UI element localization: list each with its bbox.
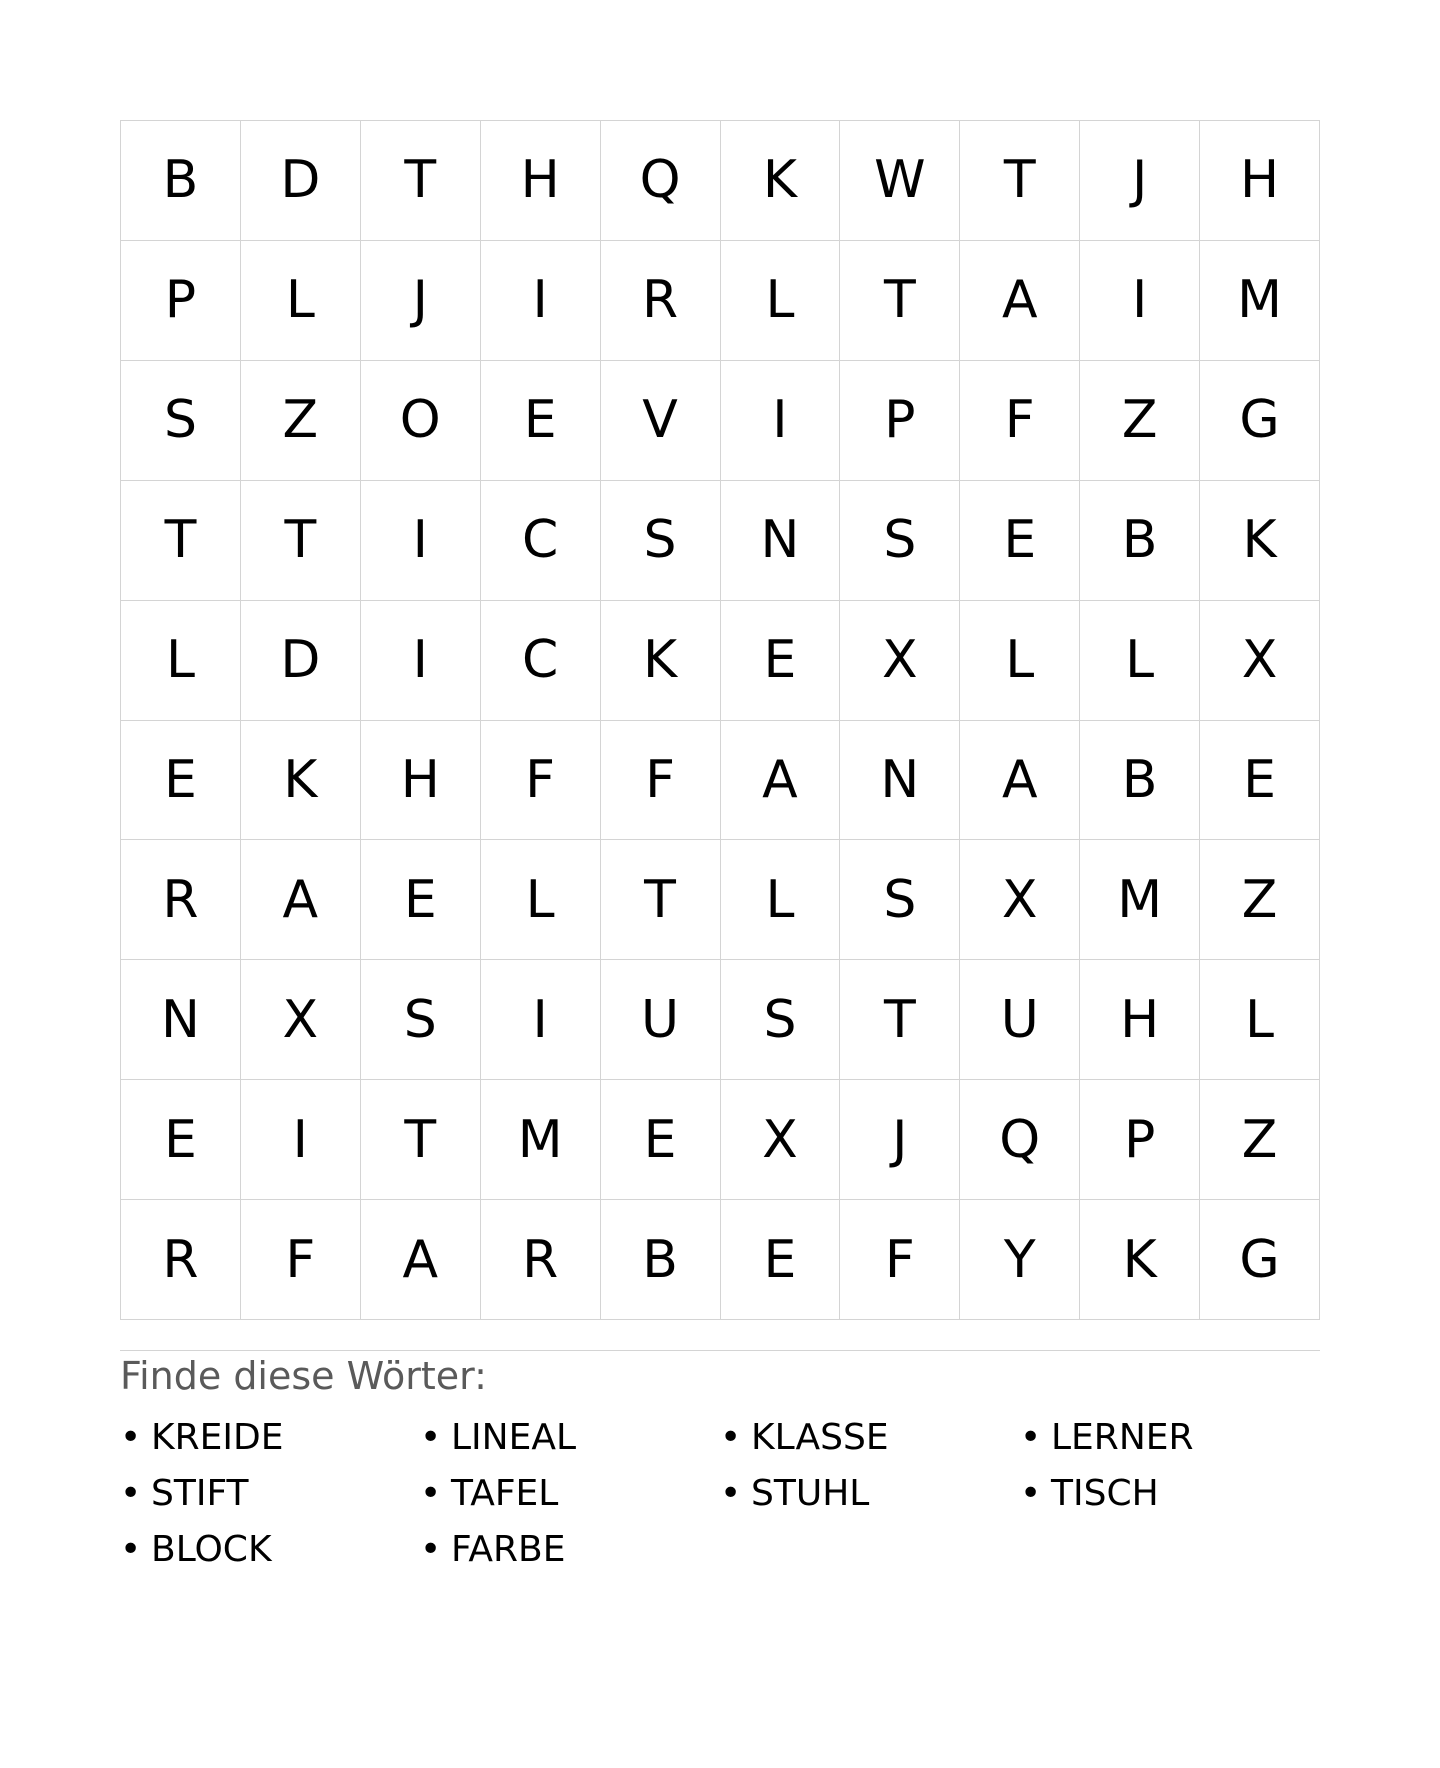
bullet-icon: • bbox=[120, 1473, 142, 1514]
grid-cell[interactable]: E bbox=[960, 481, 1080, 601]
bullet-icon: • bbox=[1020, 1473, 1042, 1514]
word-list-item bbox=[720, 1410, 1020, 1466]
word-list-item bbox=[120, 1410, 420, 1466]
word-label: LERNER bbox=[1051, 1417, 1194, 1458]
bullet-icon: • bbox=[420, 1417, 442, 1458]
grid-cell[interactable]: T bbox=[840, 241, 960, 361]
grid-cell[interactable]: I bbox=[481, 960, 601, 1080]
word-list-item bbox=[720, 1466, 1020, 1522]
grid-cell[interactable]: Q bbox=[960, 1080, 1080, 1200]
bullet-icon: • bbox=[720, 1473, 742, 1514]
grid-cell[interactable]: X bbox=[721, 1080, 841, 1200]
grid-cell[interactable]: M bbox=[481, 1080, 601, 1200]
grid-cell[interactable]: E bbox=[361, 840, 481, 960]
word-label: KLASSE bbox=[751, 1417, 889, 1458]
grid-cell[interactable]: S bbox=[721, 960, 841, 1080]
grid-cell[interactable]: O bbox=[361, 361, 481, 481]
grid-cell[interactable]: T bbox=[601, 840, 721, 960]
grid-cell[interactable]: D bbox=[241, 121, 361, 241]
grid-cell[interactable]: I bbox=[361, 601, 481, 721]
grid-cell[interactable]: T bbox=[121, 481, 241, 601]
grid-cell[interactable]: M bbox=[1080, 840, 1200, 960]
grid-cell[interactable]: I bbox=[721, 361, 841, 481]
grid-cell[interactable]: K bbox=[601, 601, 721, 721]
word-label: KREIDE bbox=[151, 1417, 284, 1458]
grid-cell[interactable]: S bbox=[121, 361, 241, 481]
grid-cell[interactable]: F bbox=[960, 361, 1080, 481]
bullet-icon: • bbox=[720, 1417, 742, 1458]
grid-cell[interactable]: T bbox=[361, 1080, 481, 1200]
grid-cell[interactable]: K bbox=[1080, 1200, 1200, 1320]
grid-cell[interactable]: T bbox=[361, 121, 481, 241]
word-label: TAFEL bbox=[451, 1473, 559, 1514]
divider bbox=[120, 1350, 1320, 1351]
grid-cell[interactable]: Z bbox=[1200, 1080, 1320, 1200]
grid-cell[interactable]: X bbox=[1200, 601, 1320, 721]
word-list-item bbox=[420, 1466, 720, 1522]
grid-cell[interactable]: F bbox=[481, 721, 601, 841]
grid-cell[interactable]: J bbox=[361, 241, 481, 361]
word-label: LINEAL bbox=[451, 1417, 577, 1458]
grid-cell[interactable]: W bbox=[840, 121, 960, 241]
grid-cell[interactable]: E bbox=[721, 1200, 841, 1320]
grid-cell[interactable]: Q bbox=[601, 121, 721, 241]
bullet-icon: • bbox=[420, 1473, 442, 1514]
word-label: FARBE bbox=[451, 1529, 566, 1570]
bullet-icon: • bbox=[1020, 1417, 1042, 1458]
grid-cell[interactable]: K bbox=[1200, 481, 1320, 601]
grid-cell[interactable]: J bbox=[1080, 121, 1200, 241]
grid-cell[interactable]: C bbox=[481, 481, 601, 601]
grid-cell[interactable]: H bbox=[361, 721, 481, 841]
grid-cell[interactable]: E bbox=[1200, 721, 1320, 841]
grid-cell[interactable]: D bbox=[241, 601, 361, 721]
word-list-title: Finde diese Wörter: bbox=[120, 1354, 487, 1398]
word-list bbox=[120, 1410, 1320, 1578]
grid-cell[interactable]: K bbox=[721, 121, 841, 241]
grid-cell[interactable]: E bbox=[121, 721, 241, 841]
bullet-icon: • bbox=[420, 1529, 442, 1570]
grid-cell[interactable]: N bbox=[121, 960, 241, 1080]
word-search-grid bbox=[120, 120, 1320, 1320]
grid-cell[interactable]: R bbox=[481, 1200, 601, 1320]
grid-cell[interactable]: E bbox=[481, 361, 601, 481]
grid-cell[interactable]: F bbox=[840, 1200, 960, 1320]
word-list-item bbox=[120, 1466, 420, 1522]
grid-cell[interactable]: U bbox=[960, 960, 1080, 1080]
grid-cell[interactable]: I bbox=[481, 241, 601, 361]
grid-cell[interactable]: L bbox=[121, 601, 241, 721]
word-list-item bbox=[420, 1522, 720, 1578]
grid-cell[interactable]: Z bbox=[1080, 361, 1200, 481]
grid-cell[interactable]: R bbox=[601, 241, 721, 361]
grid-cell[interactable]: L bbox=[241, 241, 361, 361]
word-label: STIFT bbox=[151, 1473, 249, 1514]
grid-cell[interactable]: X bbox=[241, 960, 361, 1080]
grid-cell[interactable]: Y bbox=[960, 1200, 1080, 1320]
grid-cell[interactable]: G bbox=[1200, 361, 1320, 481]
grid-cell[interactable]: X bbox=[840, 601, 960, 721]
bullet-icon: • bbox=[120, 1529, 142, 1570]
grid-cell[interactable]: S bbox=[840, 481, 960, 601]
grid-cell[interactable]: H bbox=[1200, 121, 1320, 241]
grid-cell[interactable]: C bbox=[481, 601, 601, 721]
grid-cell[interactable]: S bbox=[361, 960, 481, 1080]
grid-cell[interactable]: A bbox=[241, 840, 361, 960]
grid-cell[interactable]: F bbox=[601, 721, 721, 841]
grid-cell[interactable]: P bbox=[840, 361, 960, 481]
grid-cell[interactable]: B bbox=[121, 121, 241, 241]
grid-cell[interactable]: Z bbox=[241, 361, 361, 481]
grid-cell[interactable]: S bbox=[840, 840, 960, 960]
word-label: BLOCK bbox=[151, 1529, 272, 1570]
grid-cell[interactable]: L bbox=[1200, 960, 1320, 1080]
grid-cell[interactable]: P bbox=[121, 241, 241, 361]
grid-cell[interactable]: I bbox=[241, 1080, 361, 1200]
grid-cell[interactable]: Z bbox=[1200, 840, 1320, 960]
grid-cell[interactable]: T bbox=[960, 121, 1080, 241]
grid-cell[interactable]: B bbox=[1080, 721, 1200, 841]
word-label: TISCH bbox=[1051, 1473, 1159, 1514]
grid-cell[interactable]: A bbox=[361, 1200, 481, 1320]
grid-cell[interactable]: J bbox=[840, 1080, 960, 1200]
grid-cell[interactable]: L bbox=[960, 601, 1080, 721]
word-list-item bbox=[1020, 1466, 1320, 1522]
grid-cell[interactable]: H bbox=[1080, 960, 1200, 1080]
grid-cell[interactable]: G bbox=[1200, 1200, 1320, 1320]
grid-cell[interactable]: L bbox=[721, 241, 841, 361]
grid-cell[interactable]: N bbox=[721, 481, 841, 601]
bullet-icon: • bbox=[120, 1417, 142, 1458]
grid-cell[interactable]: E bbox=[121, 1080, 241, 1200]
grid-cell[interactable]: L bbox=[1080, 601, 1200, 721]
word-list-item bbox=[1020, 1410, 1320, 1466]
grid-cell[interactable]: P bbox=[1080, 1080, 1200, 1200]
grid-cell[interactable]: V bbox=[601, 361, 721, 481]
grid-cell[interactable]: B bbox=[1080, 481, 1200, 601]
grid-cell[interactable]: A bbox=[960, 241, 1080, 361]
grid-cell[interactable]: E bbox=[721, 601, 841, 721]
grid-cell[interactable]: I bbox=[1080, 241, 1200, 361]
grid-cell[interactable]: K bbox=[241, 721, 361, 841]
grid-cell[interactable]: B bbox=[601, 1200, 721, 1320]
grid-cell[interactable]: U bbox=[601, 960, 721, 1080]
grid-cell[interactable]: A bbox=[721, 721, 841, 841]
grid-cell[interactable]: T bbox=[241, 481, 361, 601]
grid-cell[interactable]: L bbox=[481, 840, 601, 960]
grid-cell[interactable]: H bbox=[481, 121, 601, 241]
grid-cell[interactable]: X bbox=[960, 840, 1080, 960]
grid-cell[interactable]: M bbox=[1200, 241, 1320, 361]
grid-cell[interactable]: S bbox=[601, 481, 721, 601]
grid-cell[interactable]: L bbox=[721, 840, 841, 960]
grid-cell[interactable]: R bbox=[121, 840, 241, 960]
grid-cell[interactable]: F bbox=[241, 1200, 361, 1320]
word-label: STUHL bbox=[751, 1473, 870, 1514]
word-list-item bbox=[120, 1522, 420, 1578]
grid-cell[interactable]: E bbox=[601, 1080, 721, 1200]
grid-cell[interactable]: N bbox=[840, 721, 960, 841]
grid-cell[interactable]: R bbox=[121, 1200, 241, 1320]
word-list-item bbox=[420, 1410, 720, 1466]
grid-cell[interactable]: A bbox=[960, 721, 1080, 841]
grid-cell[interactable]: I bbox=[361, 481, 481, 601]
grid-cell[interactable]: T bbox=[840, 960, 960, 1080]
